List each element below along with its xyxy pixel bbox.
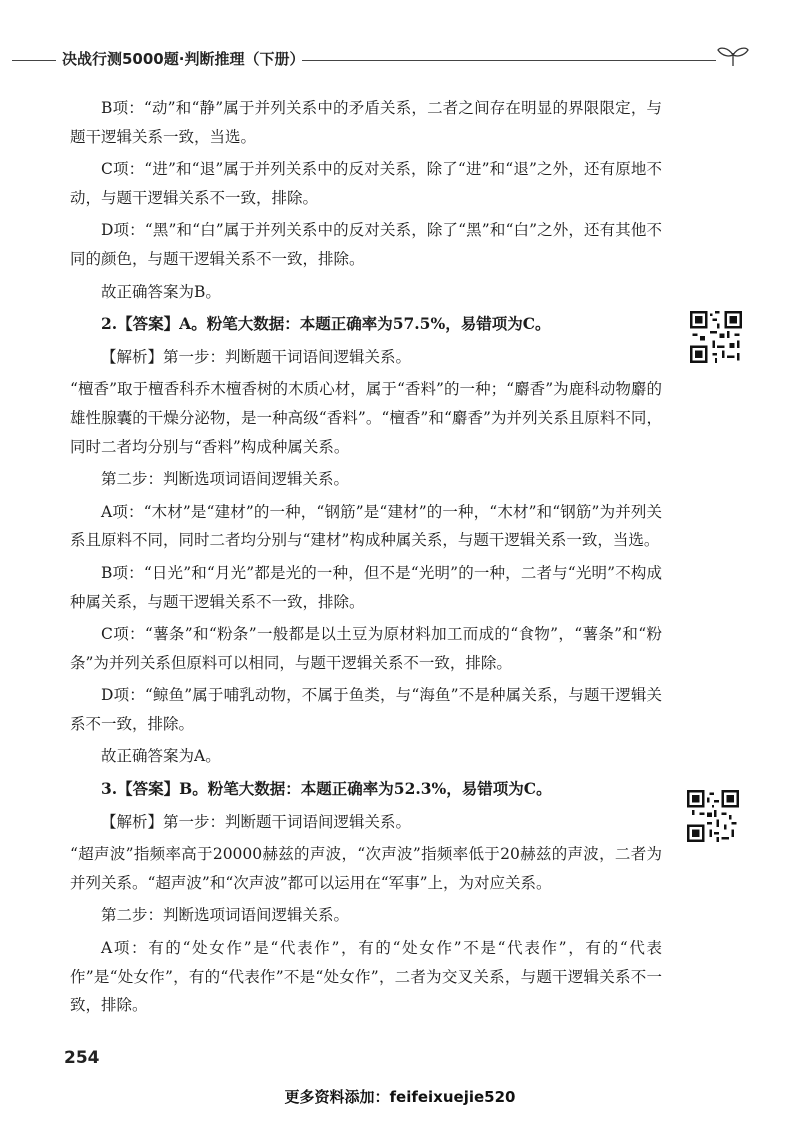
header-title: 决战行测5000题·判断推理（下册）: [62, 50, 305, 68]
paragraph-step2-q3: 第二步：判断选项词语间逻辑关系。: [101, 906, 350, 925]
page-body: [70, 94, 662, 1024]
paragraph-analysis-body-q2: “檀香”取于檀香科乔木檀香树的木质心材，属于“香料”的一种；“麝香”为鹿科动物麝的雄性腺囊的干燥分泌物，是一种高级“香料”。“檀香”和“麝香”为并列关系且原料不同，同时二者均分别与“香料”构成种属关系。: [70, 380, 662, 456]
paragraph-c-option-q2: C项：“薯条”和“粉条”一般都是以土豆为原材料加工而成的“食物”，“薯条”和“粉条”为并列关系但原料可以相同，与题干逻辑关系不一致，排除。: [70, 625, 662, 672]
page-number: 254: [64, 1048, 100, 1068]
paragraph-d-option-q2: D项：“鲸鱼”属于哺乳动物，不属于鱼类，与“海鱼”不是种属关系，与题干逻辑关系不一致，排除。: [70, 686, 662, 733]
qr-code-icon[interactable]: [690, 311, 742, 363]
paragraph-b-option-q2: B项：“日光”和“月光”都是光的一种，但不是“光明”的一种，二者与“光明”不构成种属关系，与题干逻辑关系不一致，排除。: [70, 563, 662, 611]
paragraph-analysis-step1-q3: 【解析】第一步：判断题干词语间逻辑关系。: [101, 812, 412, 831]
paragraph-answer-header-q3: 3.【答案】B。粉笔大数据：本题正确率为52.3%，易错项为C。: [101, 779, 552, 799]
paragraph-analysis-body-q3: “超声波”指频率高于20000赫兹的声波，“次声波”指频率低于20赫兹的声波，二者为并列关系。“超声波”和“次声波”都可以运用在“军事”上，为对应关系。: [70, 845, 662, 892]
running-header: [0, 44, 800, 72]
paragraph-step2-q2: 第二步：判断选项词语间逻辑关系。: [101, 470, 350, 489]
paragraph-answer-q1: 故正确答案为B。: [101, 282, 221, 301]
sprout-leaf-icon: [716, 44, 750, 68]
paragraph-answer-header-q2: 2.【答案】A。粉笔大数据：本题正确率为57.5%，易错项为C。: [101, 314, 551, 334]
paragraph-a-option-q2: A项：“木材”是“建材”的一种，“钢筋”是“建材”的一种，“木材”和“钢筋”为并列关系且原料不同，同时二者均分别与“建材”构成种属关系，与题干逻辑关系一致，当选。: [70, 502, 662, 550]
header-rule-left: [12, 60, 56, 61]
paragraph-a-option-q3: A项：有的“处女作”是“代表作”，有的“处女作”不是“代表作”，有的“代表作”是“处女作”，有的“代表作”不是“处女作”，二者为交叉关系，与题干逻辑关系不一致，排除。: [70, 939, 662, 1015]
footer-note: 更多资料添加：feifeixuejie520: [284, 1088, 516, 1106]
paragraph-answer-q2: 故正确答案为A。: [101, 747, 221, 766]
paragraph-b-option-q1: B项：“动”和“静”属于并列关系中的矛盾关系，二者之间存在明显的界限限定，与题干逻辑关系一致，当选。: [70, 99, 662, 146]
qr-code-icon[interactable]: [687, 790, 739, 842]
paragraph-d-option-q1: D项：“黑”和“白”属于并列关系中的反对关系，除了“黑”和“白”之外，还有其他不同的颜色，与题干逻辑关系不一致，排除。: [70, 221, 662, 268]
header-rule-right: [302, 60, 716, 61]
paragraph-analysis-step1-q2: 【解析】第一步：判断题干词语间逻辑关系。: [101, 347, 412, 366]
paragraph-c-option-q1: C项：“进”和“退”属于并列关系中的反对关系，除了“进”和“退”之外，还有原地不动，与题干逻辑关系不一致，排除。: [70, 160, 662, 207]
